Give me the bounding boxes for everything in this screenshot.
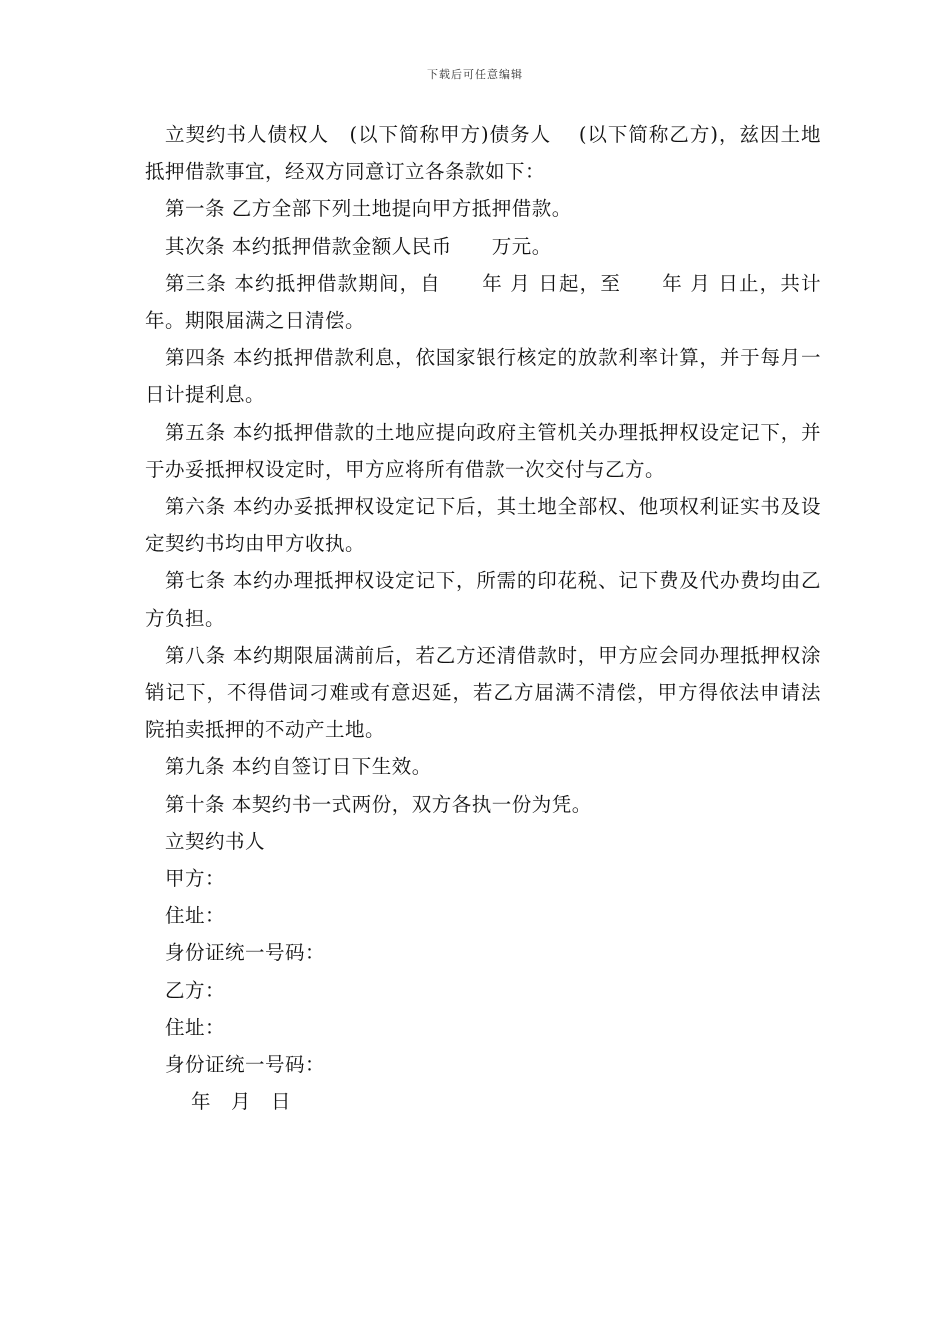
article-9: 第九条 本约自签订日下生效。 <box>165 755 432 779</box>
party-b-address-label: 住址： <box>165 1015 226 1039</box>
contract-body <box>145 116 842 1120</box>
contract-preamble: 立契约书人债权人 (以下简称甲方)债务人 (以下简称乙方)，兹因土地抵押借款事宜，经双方同意订立各条款如下： <box>145 123 821 184</box>
page-header-note: 下载后可任意编辑 <box>427 68 523 81</box>
party-a-id-label: 身份证统一号码： <box>165 941 326 965</box>
article-2: 其次条 本约抵押借款金额人民币 万元。 <box>165 234 552 258</box>
article-4: 第四条 本约抵押借款利息，依国家银行核定的放款利率计算，并于每月一日计提利息。 <box>145 346 821 407</box>
article-6: 第六条 本约办妥抵押权设定记下后，其土地全部权、他项权利证实书及设定契约书均由甲方收执。 <box>145 495 821 556</box>
party-b-label: 乙方： <box>165 978 226 1002</box>
party-a-address-label: 住址： <box>165 904 226 928</box>
article-5: 第五条 本约抵押借款的土地应提向政府主管机关办理抵押权设定记下，并于办妥抵押权设定时，甲方应将所有借款一次交付与乙方。 <box>145 420 821 481</box>
article-8: 第八条 本约期限届满前后，若乙方还清借款时，甲方应会同办理抵押权涂销记下，不得借词刁难或有意迟延，若乙方届满不清偿，甲方得依法申请法院拍卖抵押的不动产土地。 <box>145 643 821 742</box>
signature-heading: 立契约书人 <box>165 829 266 853</box>
signing-date: 年 月 日 <box>191 1090 292 1114</box>
article-7: 第七条 本约办理抵押权设定记下，所需的印花税、记下费及代办费均由乙方负担。 <box>145 569 821 630</box>
article-3: 第三条 本约抵押借款期间，自 年 月 日起，至 年 月 日止，共计 年。期限届满之日清偿。 <box>145 271 842 333</box>
party-a-label: 甲方： <box>165 867 226 891</box>
article-1: 第一条 乙方全部下列土地提向甲方抵押借款。 <box>165 197 572 221</box>
party-b-id-label: 身份证统一号码： <box>165 1053 326 1077</box>
article-10: 第十条 本契约书一式两份，双方各执一份为凭。 <box>165 792 592 816</box>
